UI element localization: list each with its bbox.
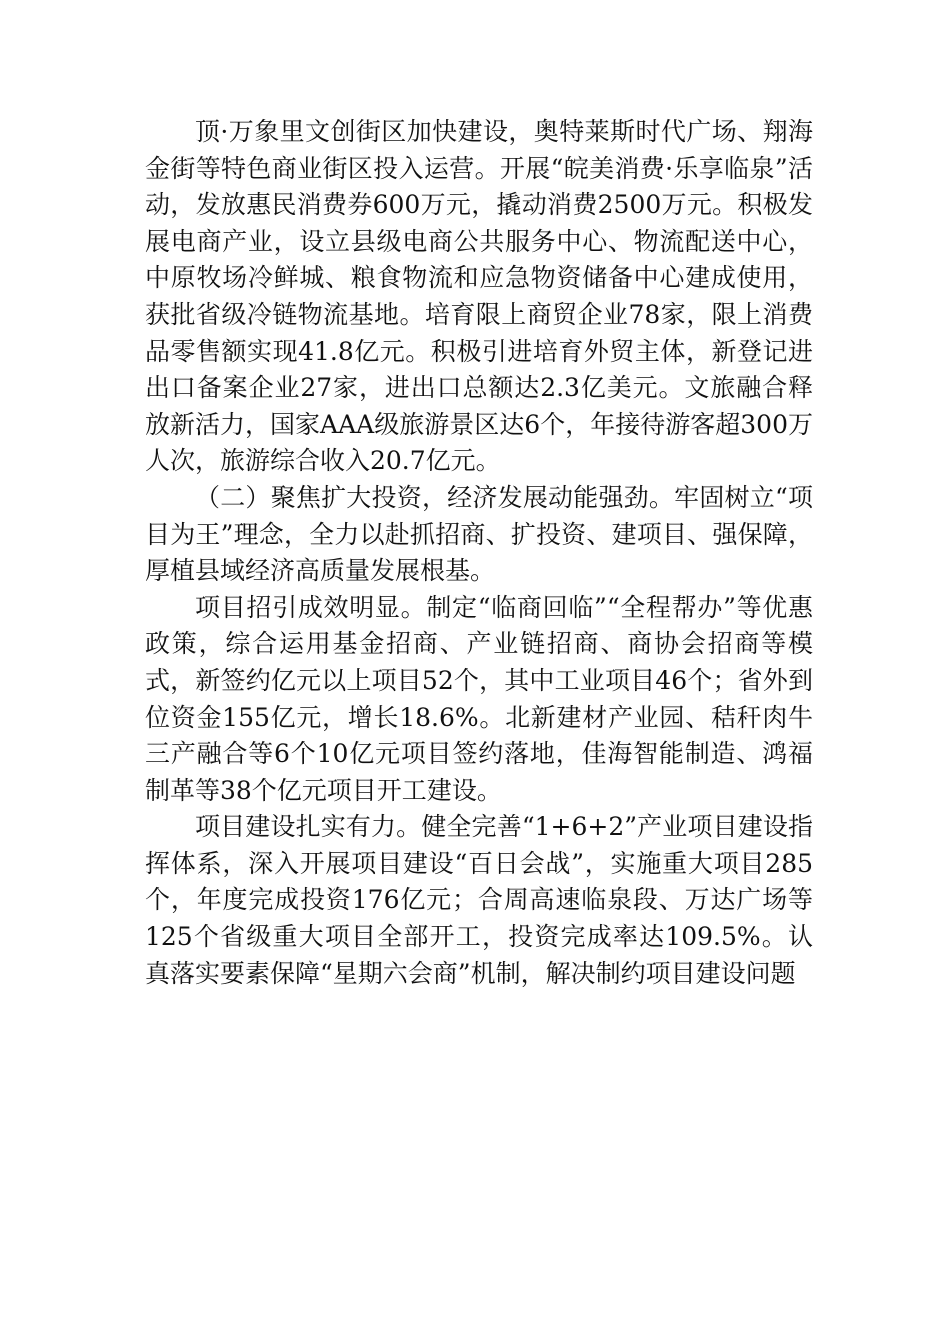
paragraph-project-construction: 项目建设扎实有力。健全完善“1+6+2”产业项目建设指挥体系，深入开展项目建设“百日会战”，实施重大项目285个，年度完成投资176亿元；合周高速临泉段、万达广场等125个省级重大项目全部开工，投资完成率达109.5%。认真落实要素保障“星期六会商”机制，解决制约项目建设问题: [145, 812, 813, 988]
document-body: [145, 114, 813, 992]
paragraph-investment-heading: （二）聚焦扩大投资，经济发展动能强劲。牢固树立“项目为王”理念，全力以赴抓招商、扩投资、建项目、强保障，厚植县域经济高质量发展根基。: [145, 482, 813, 586]
paragraph-consumption: 顶·万象里文创街区加快建设，奥特莱斯时代广场、翔海金街等特色商业街区投入运营。开展“皖美消费·乐享临泉”活动，发放惠民消费券600万元，撬动消费2500万元。积极发展电商产业，设立县级电商公共服务中心、物流配送中心，中原牧场冷鲜城、粮食物流和应急物资储备中心建成使用，获批省级冷链物流基地。培育限上商贸企业78家，限上消费品零售额实现41.8亿元。积极引进培育外贸主体，新登记进出口备案企业27家，进出口总额达2.3亿美元。文旅融合释放新活力，国家AAA级旅游景区达6个，年接待游客超300万人次，旅游综合收入20.7亿元。: [145, 117, 813, 476]
paragraph-project-attraction: 项目招引成效明显。制定“临商回临”“全程帮办”等优惠政策，综合运用基金招商、产业链招商、商协会招商等模式，新签约亿元以上项目52个，其中工业项目46个；省外到位资金155亿元，增长18.6%。北新建材产业园、秸秆肉牛三产融合等6个10亿元项目签约落地，佳海智能制造、鸿福制革等38个亿元项目开工建设。: [145, 592, 813, 805]
